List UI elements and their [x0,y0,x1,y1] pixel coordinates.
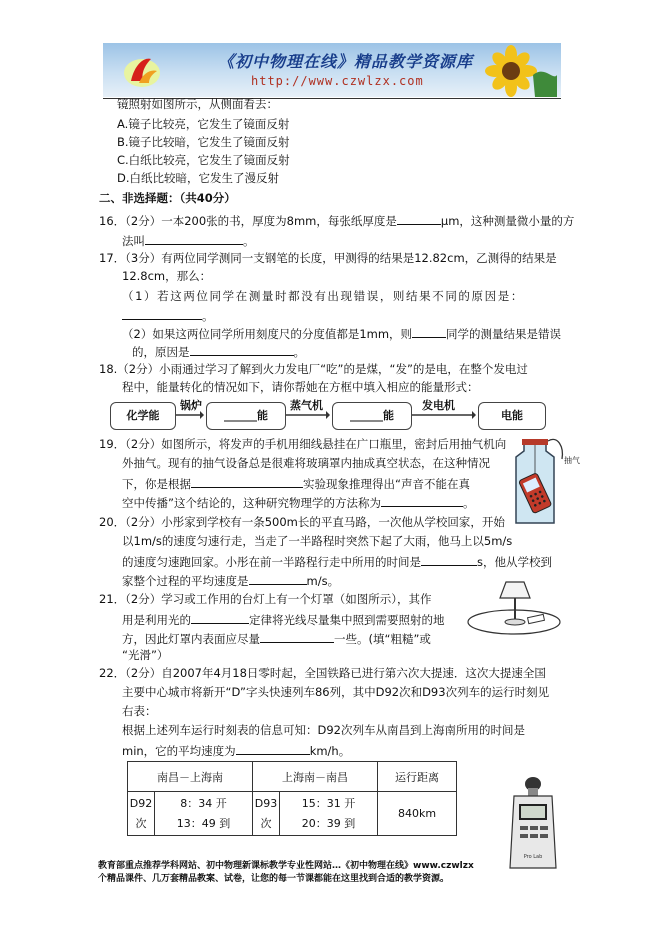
q21-line3: 方，因此灯罩内表面应尽量 一些。(填“粗糙”或 [122,632,431,646]
header-distance: 运行距离 [378,762,457,792]
jar-phone-illustration [510,437,570,527]
train-timetable [127,761,457,836]
header-shanghai-nanchang: 上海南－南昌 [253,762,378,792]
meter-label: Pro Lab [523,854,543,860]
q21-line4: “光滑”） [122,648,169,662]
q19-line3: 下，你是根据 实验现象推理得出“声音不能在真 [122,477,470,491]
train-d92-times: 8：34 开 13：49 到 [155,792,253,836]
q17-line1: 17．（3分）有两位同学测同一支钢笔的长度，甲测得的结果是12.82cm，乙测得的结果是 [99,251,557,265]
train-d93-times: 15：31 开 20：39 到 [280,792,378,836]
q21-line1: 21．（2分）学习或工作用的台灯上有一个灯罩（如图所示），其作 [99,592,432,606]
q17-line5: （2）如果这两位同学所用刻度尺的分度值都是1mm，则 同学的测量结果是错误 [122,327,562,341]
option-d: D.白纸比较暗，它发生了漫反射 [117,171,280,185]
desk-lamp-illustration [466,578,562,636]
q19-line4: 空中传播”这个结论的，这种研究物理学的方法称为 。 [122,496,475,510]
q19-line2: 外抽气。现有的抽气设备总是很难将玻璃罩内抽成真空状态，在这种情况 [122,456,490,470]
flow-label-boiler: 锅炉 [180,399,202,412]
q17-line3: （1）若这两位同学在测量时都没有出现错误，则结果不同的原因是： [122,289,524,303]
banner-title: 《初中物理在线》精品教学资源库 [218,52,474,71]
site-logo-icon [121,49,163,91]
train-d93-code: D93 次 [253,792,280,836]
q22-line4: 根据上述列车运行时刻表的信息可知：D92次列车从南昌到上海南所用的时间是 [122,723,525,737]
sunflower-icon [465,45,557,97]
flow-box-electric: 电能 [478,402,546,430]
q17-line6: 的，原因是 。 [132,345,305,359]
header-banner [103,43,561,97]
q18-line2: 程中，能量转化的情况如下，请你帮她在方框中填入相应的能量形式： [122,380,479,394]
option-c: C.白纸比较亮，它发生了镜面反射 [117,153,290,167]
sound-meter-illustration [506,776,560,872]
footer-line2: 个精品课件、几万套精品教案、试卷，让您的每一节课都能在这里找到合适的教学资源。 [98,874,450,884]
q17-line2: 12.8cm，那么： [122,269,212,283]
distance-value: 840km [378,792,457,836]
q16-line2: 法叫 。 [122,234,255,248]
q17-line4: 。 [122,307,214,324]
flow-box-chemical: 化学能 [110,402,176,430]
q22-line2: 主要中心城市将新开“D”字头快速列车86列，其中D92次和D93次列车的运行时刻见 [122,685,550,699]
banner-url[interactable]: http://www.czwlzx.com [251,74,424,88]
q20-line3: 的速度匀速跑回家。小彤在前一半路程行走中所用的时间是 s，他从学校到 [122,555,552,569]
flow-label-steam-engine: 蒸气机 [290,399,323,412]
option-a: A.镜子比较亮，它发生了镜面反射 [117,117,290,131]
option-b: B.镜子比较暗，它发生了镜面反射 [117,135,290,149]
flow-box-2: ______能 [206,402,286,430]
footer-line1: 教育部重点推荐学科网站、初中物理新课标教学专业性网站…《初中物理在线》www.czwlzx [98,861,474,871]
header-nanchang-shanghai: 南昌－上海南 [128,762,253,792]
q20-line4: 家整个过程的平均速度是 m/s。 [122,574,340,588]
q22-line1: 22．（2分）自2007年4月18日零时起，全国铁路已进行第六次大提速．这次大提速全国 [99,666,546,680]
q16-line1: 16．（2分）一本200张的书，厚度为8mm，每张纸厚度是 μm，这种测量微小量的方 [99,214,575,228]
section-heading: 二、非选择题：（共40分） [99,191,236,205]
q22-line5: min，它的平均速度为 km/h。 [122,744,351,758]
q18-line1: 18.（2分）小雨通过学习了解到火力发电厂“吃”的是煤，“发”的是电，在整个发电过 [99,362,528,376]
jar-label-pump: 抽气 [564,456,580,465]
q21-line2: 用是利用光的 定律将光线尽量集中照到需要照射的地 [122,613,445,627]
q20-line2: 以1m/s的速度匀速行走，当走了一半路程时突然下起了大雨，他马上以5m/s [122,534,513,548]
flow-label-generator: 发电机 [422,399,455,412]
train-d92-code: D92 次 [128,792,155,836]
q19-line1: 19．（2分）如图所示，将发声的手机用细线悬挂在广口瓶里，密封后用抽气机向 [99,437,507,451]
q20-line1: 20．（2分）小彤家到学校有一条500m长的平直马路，一次他从学校回家，开始 [99,515,505,529]
flow-box-3: ______能 [332,402,412,430]
q22-line3: 右表： [122,704,157,718]
prev-question-stem: 镜照射如图所示，从侧面看去： [117,97,278,111]
